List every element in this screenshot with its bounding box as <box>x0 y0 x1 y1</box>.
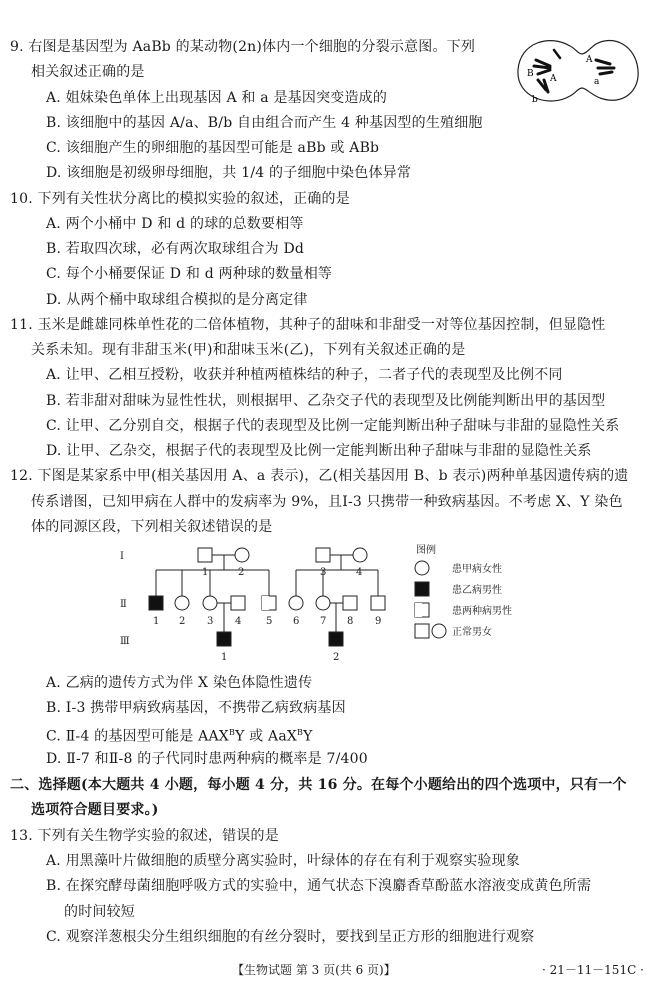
ii-1-number: 1 <box>153 616 160 627</box>
pedigree-i-2-female <box>235 548 249 562</box>
q12-stem-line3: 体的同源区段，下列相关叙述错误的是 <box>31 519 273 535</box>
q12-option-c-sup2: B <box>297 728 304 737</box>
pedigree-i-4-female <box>353 548 367 562</box>
fig-label-b-lower: b <box>532 95 538 105</box>
q13-stem: 13. 下列有关生物学实验的叙述，错误的是 <box>10 828 279 844</box>
q13-option-c: C. 观察洋葱根尖分生组织细胞的有丝分裂时，要找到呈正方形的细胞进行观察 <box>46 929 535 945</box>
ii-3-number: 3 <box>207 616 214 627</box>
pedigree-iii-2-male-affected-b <box>329 632 343 646</box>
q9-stem-line2: 相关叙述正确的是 <box>31 64 145 80</box>
q11-option-b: B. 若非甜对甜味为显性性状，则根据甲、乙杂交子代的表现型及比例能判断出甲的基因型 <box>46 393 606 409</box>
ii-6-number: 6 <box>293 616 300 627</box>
q11-option-c: C. 让甲、乙分别自交，根据子代的表现型及比例一定能判断出种子甜味与非甜的显隐性关系 <box>46 418 620 434</box>
section-2-header-line1: 二、选择题(本大题共 4 小题，每小题 4 分，共 16 分。在每个小题给出的四个选项中，只有一个 <box>10 777 627 793</box>
q12-stem-line1: 12. 下图是某家系中甲(相关基因用 A、a 表示)，乙(相关基因用 B、b 表示)两种单基因遗传病的遗 <box>10 468 629 484</box>
fig-label-b-upper: B <box>527 69 534 79</box>
q9-option-a: A. 姐妹染色单体上出现基因 A 和 a 是基因突变造成的 <box>46 90 388 106</box>
section-2-header-line2: 选项符合题目要求。) <box>31 802 159 818</box>
legend-label-1: 患乙病男性 <box>452 585 502 596</box>
pedigree-ii-8-male <box>343 596 357 610</box>
q10-option-a: A. 两个小桶中 D 和 d 的球的总数要相等 <box>46 216 304 232</box>
q12-option-a: A. 乙病的遗传方式为伴 X 染色体隐性遗传 <box>46 675 313 691</box>
q11-stem-line2: 关系未知。现有非甜玉米(甲)和甜味玉米(乙)，下列有关叙述正确的是 <box>31 342 466 358</box>
q11-stem-line1: 11. 玉米是雌雄同株单性花的二倍体植物，其种子的甜味和非甜受一对等位基因控制，但显隐性 <box>10 317 606 333</box>
legend-title: 图例 <box>416 545 436 556</box>
i-2-number: 2 <box>238 567 245 578</box>
q9-option-b: B. 该细胞中的基因 A/a、B/b 自由组合而产生 4 种基因型的生殖细胞 <box>46 115 483 131</box>
i-1-number: 1 <box>202 567 209 578</box>
gen-label-iii: Ⅲ <box>120 636 130 647</box>
q11-option-d: D. 让甲、乙杂交，根据子代的表现型及比例一定能判断出种子甜味与非甜的显隐性关系 <box>46 443 592 459</box>
pedigree-i-3-male <box>316 548 330 562</box>
q9-option-d: D. 该细胞是初级卵母细胞，共 1/4 的子细胞中染色体异常 <box>46 165 412 181</box>
ii-2-number: 2 <box>179 616 186 627</box>
footer-code: · 21－11－151C · <box>542 963 644 977</box>
q13-option-b-line2: 的时间较短 <box>64 904 135 920</box>
ii-7-number: 7 <box>320 616 327 627</box>
pedigree-iii-1-male-affected-b <box>217 632 231 646</box>
q13-option-a: A. 用黑藻叶片做细胞的质壁分离实验时，叶绿体的存在有利于观察实验现象 <box>46 853 521 869</box>
pedigree-chart <box>120 540 540 668</box>
pedigree-ii-1-male-affected-b <box>149 596 163 610</box>
q13-option-b-line1: B. 在探究酵母菌细胞呼吸方式的实验中，通气状态下溴麝香草酚蓝水溶液变成黄色所需 <box>46 878 592 894</box>
pedigree-ii-9-male <box>371 596 385 610</box>
q12-option-b: B. Ⅰ-3 携带甲病致病基因，不携带乙病致病基因 <box>46 700 346 716</box>
pedigree-ii-2-female <box>175 596 189 610</box>
gen-label-ii: Ⅱ <box>120 599 127 610</box>
q12-option-c-post: Y <box>303 728 313 745</box>
ii-5-number: 5 <box>266 616 273 627</box>
legend-normal-female-icon <box>432 624 446 638</box>
legend-female-a-icon <box>415 561 429 575</box>
q10-option-d: D. 从两个桶中取球组合模拟的是分离定律 <box>46 292 308 308</box>
q10-option-c: C. 每个小桶要保证 D 和 d 两种球的数量相等 <box>46 266 333 282</box>
pedigree-ii-3-female <box>203 596 217 610</box>
q10-stem: 10. 下列有关性状分离比的模拟实验的叙述，正确的是 <box>10 191 350 207</box>
ii-8-number: 8 <box>347 616 354 627</box>
q10-option-b: B. 若取四次球，必有两次取球组合为 Dd <box>46 241 305 257</box>
legend-normal-male-icon <box>415 624 429 638</box>
gen-label-i: Ⅰ <box>120 551 124 562</box>
pedigree-i-1-male <box>198 548 212 562</box>
iii-1-number: 1 <box>221 652 228 663</box>
q12-stem-line2: 传系谱图，已知甲病在人群中的发病率为 9%，且Ⅰ-3 只携带一种致病基因。不考虑 X、Y 染色 <box>31 494 623 510</box>
q12-option-c-mid: Y 或 AaX <box>235 728 298 745</box>
q12-option-c-sup1: B <box>228 728 236 737</box>
i-3-number: 3 <box>320 567 327 578</box>
pedigree-ii-6-female <box>289 596 303 610</box>
pedigree-legend <box>415 543 512 638</box>
cell-division-figure <box>510 36 642 108</box>
q12-option-c <box>46 724 313 746</box>
q9-stem-line1: 9. 右图是基因型为 AaBb 的某动物(2n)体内一个细胞的分裂示意图。下列 <box>10 39 476 55</box>
legend-label-3: 正常男女 <box>452 627 492 638</box>
q9-option-c: C. 该细胞产生的卵细胞的基因型可能是 aBb 或 ABb <box>46 140 380 156</box>
q11-option-a: A. 让甲、乙相互授粉，收获并种植两植株结的种子，二者子代的表现型及比例不同 <box>46 367 563 383</box>
footer-page-label: 【生物试题 第 3 页(共 6 页)】 <box>232 963 396 977</box>
fig-label-a-lower-right: a <box>594 77 600 87</box>
fig-label-a-right: A <box>586 55 593 65</box>
iii-2-number: 2 <box>333 652 340 663</box>
q12-option-c-pre: C. Ⅱ-4 的基因型可能是 AAX <box>46 728 229 745</box>
ii-9-number: 9 <box>375 616 382 627</box>
legend-label-0: 患甲病女性 <box>452 564 502 575</box>
legend-male-b-icon <box>415 582 429 596</box>
q12-option-d: D. Ⅱ-7 和Ⅱ-8 的子代同时患两种病的概率是 7/400 <box>46 751 368 767</box>
i-4-number: 4 <box>356 567 363 578</box>
pedigree-ii-7-female <box>316 596 330 610</box>
fig-label-a-left: A <box>550 74 557 84</box>
pedigree-ii-4-male <box>231 596 245 610</box>
ii-4-number: 4 <box>235 616 242 627</box>
legend-label-2: 患两种病男性 <box>452 606 512 617</box>
